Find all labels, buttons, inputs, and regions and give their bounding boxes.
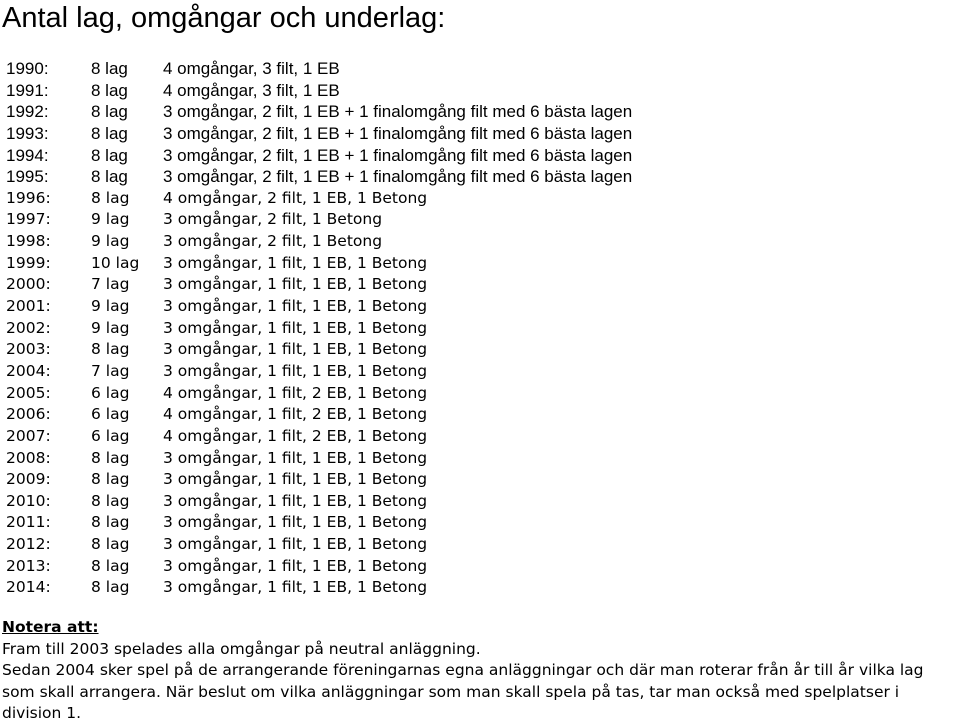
season-teams: 8 lag bbox=[91, 167, 128, 187]
season-year: 1996: bbox=[6, 188, 51, 207]
notes-heading: Notera att: bbox=[2, 618, 99, 636]
season-description: 3 omgångar, 2 filt, 1 Betong bbox=[163, 210, 383, 229]
season-year: 1997: bbox=[6, 210, 51, 229]
season-year: 2008: bbox=[6, 448, 51, 467]
season-teams: 8 lag bbox=[91, 556, 130, 575]
season-teams: 8 lag bbox=[91, 102, 128, 122]
season-year: 1995: bbox=[6, 167, 49, 187]
season-year: 2007: bbox=[6, 426, 51, 445]
season-year: 1993: bbox=[6, 123, 49, 143]
season-description: 3 omgångar, 1 filt, 1 EB, 1 Betong bbox=[163, 470, 428, 489]
season-description: 3 omgångar, 1 filt, 1 EB, 1 Betong bbox=[163, 275, 428, 294]
season-description: 3 omgångar, 2 filt, 1 EB + 1 finalomgång filt med 6 bästa lagen bbox=[163, 167, 633, 187]
notes-line-arrangers: Sedan 2004 sker spel på de arrangerande föreningarnas egna anläggningar och där man roterar från år till år vilka lag som skall arrangera. När beslut om vilka anläggningar som man skall spela på tas, tar man också med spelplatser i division 1. bbox=[2, 661, 924, 722]
season-year: 1992: bbox=[6, 102, 49, 122]
season-teams: 8 lag bbox=[91, 535, 130, 554]
season-teams: 9 lag bbox=[91, 297, 130, 316]
season-description: 3 omgångar, 1 filt, 1 EB, 1 Betong bbox=[163, 253, 428, 272]
season-year: 2012: bbox=[6, 535, 51, 554]
season-teams: 10 lag bbox=[91, 253, 140, 272]
season-description: 3 omgångar, 1 filt, 1 EB, 1 Betong bbox=[163, 340, 428, 359]
season-year: 2013: bbox=[6, 556, 51, 575]
season-year: 2004: bbox=[6, 361, 51, 380]
season-year: 2000: bbox=[6, 275, 51, 294]
season-year: 2014: bbox=[6, 578, 51, 597]
season-teams: 8 lag bbox=[91, 145, 128, 165]
season-year: 1999: bbox=[6, 253, 51, 272]
season-teams: 8 lag bbox=[91, 59, 128, 78]
season-description: 3 omgångar, 2 filt, 1 EB + 1 finalomgång filt med 6 bästa lagen bbox=[163, 102, 633, 122]
season-teams: 9 lag bbox=[91, 318, 130, 337]
season-description: 4 omgångar, 3 filt, 1 EB bbox=[163, 59, 340, 78]
season-year: 2005: bbox=[6, 383, 51, 402]
notes-line-neutral: Fram till 2003 spelades alla omgångar på neutral anläggning. bbox=[2, 639, 481, 658]
season-description: 3 omgångar, 1 filt, 1 EB, 1 Betong bbox=[163, 556, 428, 575]
season-year: 1994: bbox=[6, 145, 49, 165]
season-teams: 8 lag bbox=[91, 188, 130, 207]
season-teams: 8 lag bbox=[91, 80, 128, 100]
season-teams: 9 lag bbox=[91, 210, 130, 229]
season-year: 2002: bbox=[6, 318, 51, 337]
season-description: 3 omgångar, 1 filt, 1 EB, 1 Betong bbox=[163, 535, 428, 554]
season-year: 2001: bbox=[6, 297, 51, 316]
season-description: 3 omgångar, 2 filt, 1 EB + 1 finalomgång filt med 6 bästa lagen bbox=[163, 123, 633, 143]
season-year: 2010: bbox=[6, 491, 51, 510]
season-year: 2011: bbox=[6, 513, 51, 532]
season-teams: 7 lag bbox=[91, 275, 130, 294]
season-teams: 8 lag bbox=[91, 448, 130, 467]
season-description: 3 omgångar, 1 filt, 1 EB, 1 Betong bbox=[163, 318, 428, 337]
season-year: 1998: bbox=[6, 232, 51, 251]
season-year: 1991: bbox=[6, 80, 49, 100]
season-teams: 7 lag bbox=[91, 361, 130, 380]
season-teams: 8 lag bbox=[91, 513, 130, 532]
season-teams: 9 lag bbox=[91, 232, 130, 251]
notes-section bbox=[2, 617, 960, 725]
season-year: 2009: bbox=[6, 470, 51, 489]
season-teams: 8 lag bbox=[91, 470, 130, 489]
season-description: 3 omgångar, 1 filt, 1 EB, 1 Betong bbox=[163, 578, 428, 597]
season-description: 3 omgångar, 1 filt, 1 EB, 1 Betong bbox=[163, 513, 428, 532]
season-description: 3 omgångar, 1 filt, 1 EB, 1 Betong bbox=[163, 361, 428, 380]
season-description: 3 omgångar, 1 filt, 1 EB, 1 Betong bbox=[163, 491, 428, 510]
season-teams: 8 lag bbox=[91, 123, 128, 143]
season-teams: 6 lag bbox=[91, 426, 130, 445]
page-title: Antal lag, omgångar och underlag: bbox=[2, 2, 446, 34]
season-teams: 8 lag bbox=[91, 491, 130, 510]
season-description: 3 omgångar, 2 filt, 1 Betong bbox=[163, 232, 383, 251]
season-description: 3 omgångar, 1 filt, 1 EB, 1 Betong bbox=[163, 297, 428, 316]
season-year: 2006: bbox=[6, 405, 51, 424]
season-year: 2003: bbox=[6, 340, 51, 359]
season-description: 4 omgångar, 1 filt, 2 EB, 1 Betong bbox=[163, 383, 428, 402]
season-year: 1990: bbox=[6, 59, 49, 78]
season-description: 3 omgångar, 1 filt, 1 EB, 1 Betong bbox=[163, 448, 428, 467]
season-description: 3 omgångar, 2 filt, 1 EB + 1 finalomgång filt med 6 bästa lagen bbox=[163, 145, 633, 165]
season-teams: 6 lag bbox=[91, 383, 130, 402]
season-teams: 6 lag bbox=[91, 405, 130, 424]
season-description: 4 omgångar, 1 filt, 2 EB, 1 Betong bbox=[163, 426, 428, 445]
season-description: 4 omgångar, 2 filt, 1 EB, 1 Betong bbox=[163, 188, 428, 207]
season-teams: 8 lag bbox=[91, 578, 130, 597]
season-teams: 8 lag bbox=[91, 340, 130, 359]
season-description: 4 omgångar, 1 filt, 2 EB, 1 Betong bbox=[163, 405, 428, 424]
season-description: 4 omgångar, 3 filt, 1 EB bbox=[163, 80, 340, 100]
